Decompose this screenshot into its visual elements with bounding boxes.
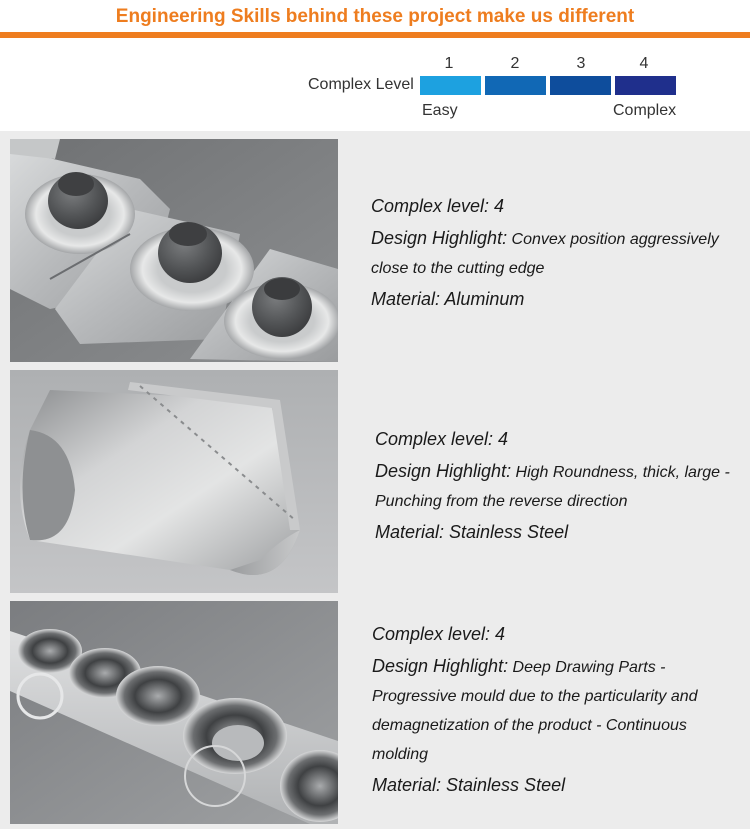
complex-level-legend-label: Complex Level [308,76,414,93]
design-highlight-label: Design Highlight: [372,656,509,676]
project-3-design-highlight [372,650,742,682]
stainless-curved-sheet-photo [10,370,338,593]
level-4-number: 4 [639,55,649,72]
project-2-design-highlight [375,455,745,487]
project-1-material: Material: Aluminum [371,289,525,309]
design-highlight-text-continued: Punching from the reverse direction [375,493,628,510]
project-2-description [375,423,745,548]
design-highlight-label: Design Highlight: [371,228,508,248]
project-3-material: Material: Stainless Steel [372,775,566,795]
level-1-bar [420,76,481,95]
project-2-complex-level: Complex level: 4 [375,429,509,449]
project-1-complex-level: Complex level: 4 [371,196,505,216]
complex-label: Complex [613,102,677,119]
title-underline [0,32,750,38]
design-highlight-text: Deep Drawing Parts - [508,659,666,676]
project-1-design-highlight [371,222,741,254]
design-highlight-text-continued: Progressive mould due to the particularity and [372,688,698,705]
project-1-description [371,190,741,315]
design-highlight-text-continued: close to the cutting edge [371,260,545,277]
level-4-bar [615,76,676,95]
project-3-description [372,618,742,801]
aluminum-convex-parts-photo [10,139,338,362]
design-highlight-text-continued: demagnetization of the product - Continuous [372,717,687,734]
easy-label: Easy [422,102,458,119]
stainless-deep-drawn-strip-photo [10,601,338,824]
project-2-material: Material: Stainless Steel [375,522,569,542]
level-1-number: 1 [444,55,454,72]
design-highlight-text: Convex position aggressively [507,231,719,248]
page-title: Engineering Skills behind these project make us different [115,6,635,27]
level-3-bar [550,76,611,95]
level-3-number: 3 [576,55,586,72]
project-3-complex-level: Complex level: 4 [372,624,506,644]
design-highlight-text-continued: molding [372,746,429,763]
design-highlight-label: Design Highlight: [375,461,512,481]
level-2-bar [485,76,546,95]
level-2-number: 2 [510,55,520,72]
design-highlight-text: High Roundness, thick, large - [511,464,730,481]
